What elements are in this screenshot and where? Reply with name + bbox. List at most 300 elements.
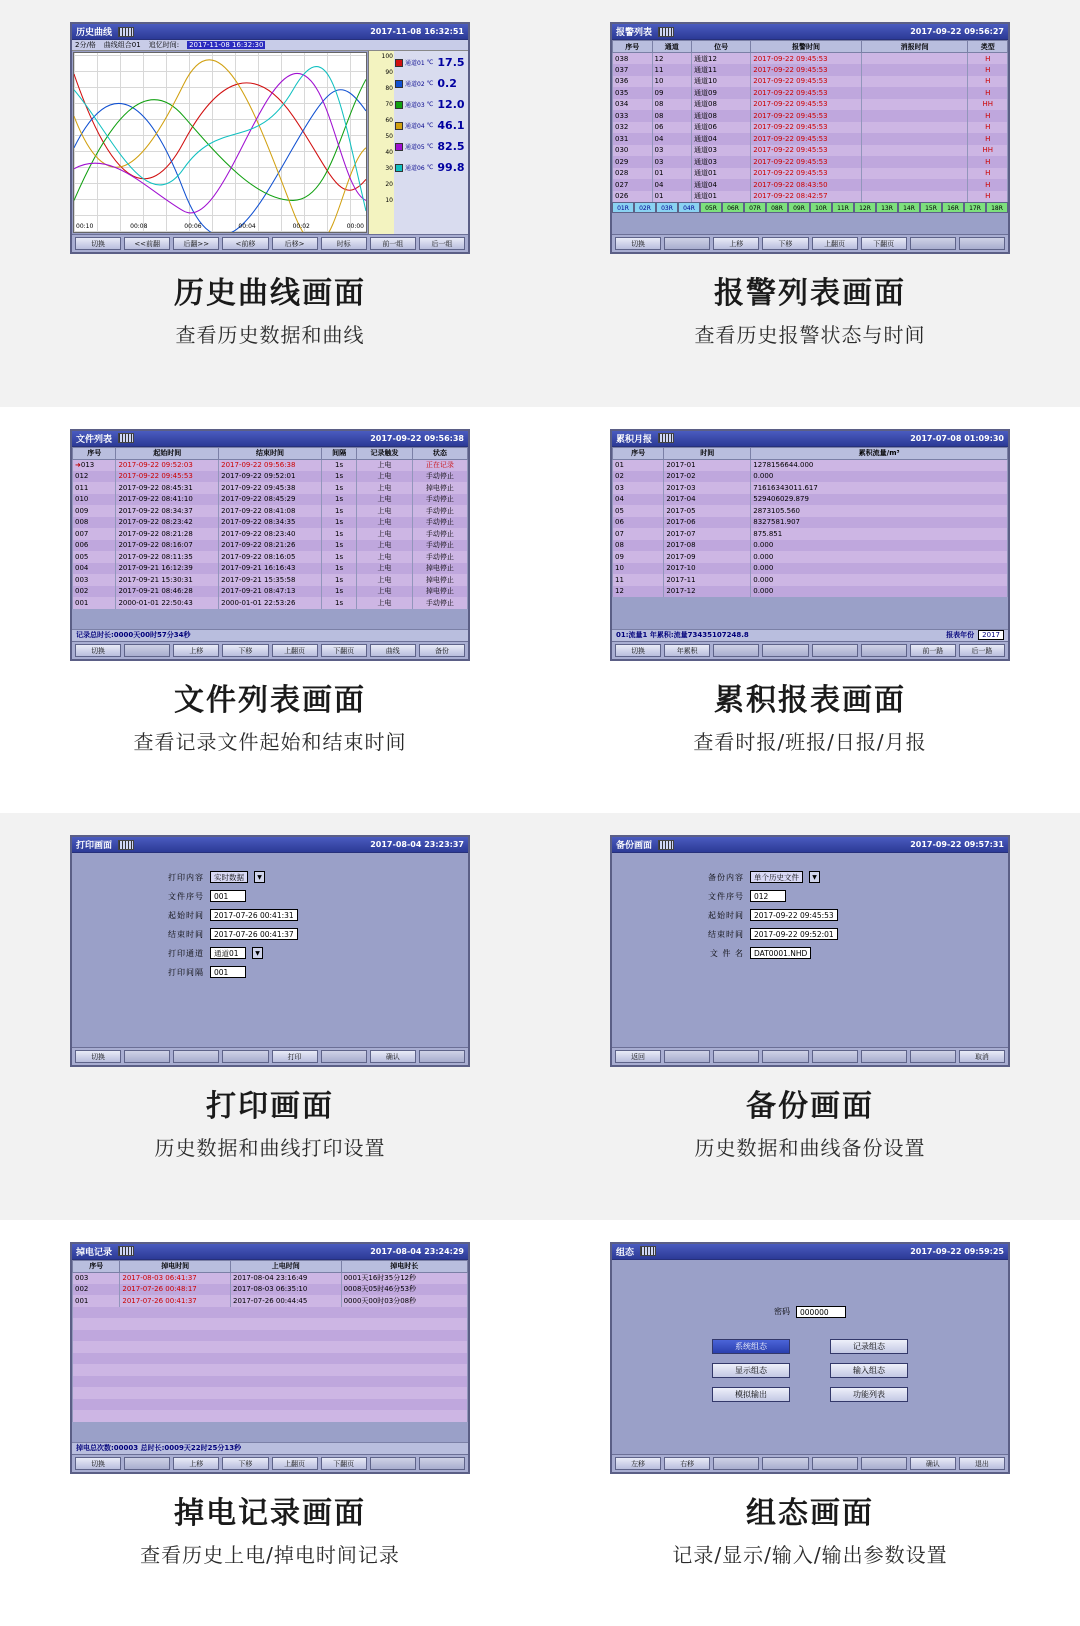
cell-start: 2017-09-22 08:11:35 — [116, 551, 219, 563]
cell-tag: 通道01 — [692, 168, 751, 180]
table-row[interactable] — [613, 133, 1008, 145]
table-row[interactable] — [73, 1295, 468, 1307]
cell-clear-time — [861, 168, 968, 180]
cell-trigger: 上电 — [357, 551, 412, 563]
cell-seq: 12 — [613, 586, 664, 598]
softkey[interactable] — [910, 237, 956, 250]
table-row[interactable] — [73, 471, 468, 483]
cell-period: 2017-03 — [664, 482, 751, 494]
softkey[interactable]: <<前翻 — [124, 237, 170, 250]
chevron-down-icon[interactable]: ▼ — [809, 871, 820, 883]
cell-interval: 1s — [321, 586, 357, 598]
cell-interval: 1s — [321, 540, 357, 552]
col-header: 类型 — [968, 41, 1008, 53]
cell-seq: 005 — [73, 551, 116, 563]
title-bar — [612, 431, 1008, 447]
end-time-value[interactable]: 2017-09-22 09:52:01 — [750, 928, 838, 940]
cell-end: 2017-09-22 09:56:38 — [219, 459, 322, 471]
softkey[interactable]: 曲线 — [370, 644, 416, 657]
cell-start: 2017-09-22 08:23:42 — [116, 517, 219, 529]
cell-total: 71616343011.617 — [751, 482, 1008, 494]
alarm-tag[interactable]: 09R — [788, 202, 810, 213]
softkey[interactable]: 下翻页 — [861, 237, 907, 250]
alarm-tag[interactable]: 17R — [964, 202, 986, 213]
table-row[interactable] — [613, 482, 1008, 494]
table-row[interactable] — [613, 540, 1008, 552]
softkey[interactable] — [419, 1050, 465, 1063]
config-button-display[interactable]: 显示组态 — [712, 1363, 790, 1378]
table-row[interactable] — [613, 64, 1008, 76]
cell-duration: 0001天16时35分12秒 — [341, 1272, 467, 1284]
table-row[interactable] — [73, 1410, 468, 1422]
summary-bar — [72, 1442, 468, 1454]
cell-interval: 1s — [321, 494, 357, 506]
table-row[interactable] — [73, 551, 468, 563]
table-row[interactable] — [613, 528, 1008, 540]
softkey[interactable] — [959, 237, 1005, 250]
cell-channel: 04 — [652, 179, 692, 191]
cell-period: 2017-08 — [664, 540, 751, 552]
softkey[interactable]: 上翻页 — [272, 644, 318, 657]
softkey[interactable] — [124, 644, 170, 657]
y-tick: 60 — [385, 117, 393, 124]
table-row[interactable] — [613, 471, 1008, 483]
table-row[interactable] — [613, 122, 1008, 134]
table-row[interactable] — [73, 517, 468, 529]
softkey[interactable] — [861, 1050, 907, 1063]
softkey[interactable] — [812, 1050, 858, 1063]
cell-start: 2017-09-22 09:52:03 — [116, 459, 219, 471]
cell-type: H — [968, 191, 1008, 203]
cell-status: 手动停止 — [412, 471, 467, 483]
softkey[interactable] — [370, 1457, 416, 1470]
table-row[interactable] — [613, 574, 1008, 586]
cell-type: HH — [968, 145, 1008, 157]
softkey[interactable]: 下移 — [222, 644, 268, 657]
cell-seq: 03 — [613, 482, 664, 494]
softkey[interactable]: 切换 — [615, 237, 661, 250]
softkey[interactable] — [713, 1050, 759, 1063]
table-row[interactable] — [73, 1330, 468, 1342]
curve-group: 曲线组合01 — [103, 41, 141, 49]
softkey[interactable]: 上移 — [173, 644, 219, 657]
softkey[interactable]: 前一路 — [910, 644, 956, 657]
cell-trigger: 上电 — [357, 471, 412, 483]
alarm-tag[interactable]: 07R — [744, 202, 766, 213]
softkey[interactable] — [762, 1457, 808, 1470]
start-time-value[interactable]: 2017-09-22 09:45:53 — [750, 909, 838, 921]
table-row[interactable] — [613, 76, 1008, 88]
print-content-value[interactable]: 实时数据 — [210, 871, 248, 883]
cell-start: 2017-09-21 16:12:39 — [116, 563, 219, 575]
field-label: 结束时间 — [708, 929, 744, 939]
table-row[interactable] — [613, 191, 1008, 203]
button-bar — [72, 1454, 468, 1472]
caption-subtitle: 查看历史报警状态与时间 — [694, 323, 926, 347]
cell-channel: 01 — [652, 191, 692, 203]
cell-interval: 1s — [321, 574, 357, 586]
caption-subtitle: 查看时报/班报/日报/月报 — [693, 729, 927, 754]
cell-interval: 1s — [321, 597, 357, 609]
alarm-tag[interactable]: 12R — [854, 202, 876, 213]
table-row[interactable] — [73, 1284, 468, 1296]
table-row[interactable] — [613, 99, 1008, 111]
softkey[interactable]: 下翻页 — [321, 1457, 367, 1470]
alarm-tag[interactable]: 01R — [612, 202, 634, 213]
cell-trigger: 上电 — [357, 574, 412, 586]
cell-interval: 1s — [321, 471, 357, 483]
table-row[interactable] — [73, 540, 468, 552]
table-row[interactable] — [73, 586, 468, 598]
cell-total: 0.000 — [751, 574, 1008, 586]
cell-type: H — [968, 179, 1008, 191]
softkey[interactable] — [861, 644, 907, 657]
cell-end: 2017-09-22 08:34:35 — [219, 517, 322, 529]
curve-plot[interactable] — [73, 52, 367, 233]
powerdown-summary: 掉电总次数:00003 总时长:0009天22时25分13秒 — [76, 1444, 242, 1452]
form-row — [690, 928, 930, 940]
caption-title: 组态画面 — [746, 1495, 874, 1531]
softkey-left[interactable]: 左移 — [615, 1457, 661, 1470]
cell-status: 手动停止 — [412, 551, 467, 563]
table-row[interactable] — [613, 551, 1008, 563]
channel-value: 46.1 — [437, 119, 465, 132]
screen-title: 报警列表 — [616, 28, 653, 38]
end-time-value[interactable]: 2017-07-26 00:41:37 — [210, 928, 298, 940]
cell-status: 手动停止 — [412, 528, 467, 540]
softkey[interactable] — [713, 1457, 759, 1470]
cell-seq: 003 — [73, 574, 116, 586]
softkey[interactable]: 下移 — [222, 1457, 268, 1470]
channel-name: 通道02 — [405, 81, 425, 88]
softkey[interactable]: 后一组 — [419, 237, 465, 250]
cell-seq: 010 — [73, 494, 116, 506]
softkey[interactable] — [222, 1050, 268, 1063]
screen-content — [612, 1260, 1008, 1454]
form-row — [150, 890, 390, 902]
y-tick: 90 — [385, 69, 393, 76]
softkey[interactable]: 后一路 — [959, 644, 1005, 657]
table-row[interactable] — [73, 574, 468, 586]
cell-status: 掉电停止 — [412, 586, 467, 598]
softkey[interactable] — [124, 1457, 170, 1470]
table-row[interactable] — [73, 1376, 468, 1388]
channel-readout[interactable] — [395, 115, 468, 136]
softkey[interactable] — [812, 644, 858, 657]
screen-title: 掉电记录 — [76, 1247, 113, 1258]
channel-readout[interactable] — [395, 73, 468, 94]
alarm-tag[interactable]: 16R — [942, 202, 964, 213]
cell-seq: 05 — [613, 505, 664, 517]
softkey[interactable] — [910, 1050, 956, 1063]
cell-seq: 06 — [613, 517, 664, 529]
report-year-value[interactable]: 2017 — [978, 630, 1004, 640]
alarm-table — [612, 40, 1008, 202]
screen-content — [72, 853, 468, 1047]
table-row[interactable] — [613, 145, 1008, 157]
cell-total: 1278156644.000 — [751, 459, 1008, 471]
cell-end: 2017-09-22 09:52:01 — [219, 471, 322, 483]
cell-seq: 032 — [613, 122, 653, 134]
cell-end: 2000-01-01 22:53:26 — [219, 597, 322, 609]
table-row[interactable] — [613, 505, 1008, 517]
title-bar — [612, 1244, 1008, 1260]
cell-seq: 10 — [613, 563, 664, 575]
softkey[interactable]: 上移 — [173, 1457, 219, 1470]
screen-title: 打印画面 — [76, 841, 113, 851]
clock: 2017-09-22 09:57:31 — [910, 840, 1004, 849]
softkey[interactable]: 上翻页 — [272, 1457, 318, 1470]
alarm-tag[interactable]: 02R — [634, 202, 656, 213]
table-row[interactable] — [613, 156, 1008, 168]
softkey[interactable]: 年累积 — [664, 644, 710, 657]
config-button-input[interactable]: 输入组态 — [830, 1363, 908, 1378]
config-button-function-list[interactable]: 功能列表 — [830, 1387, 908, 1402]
field-label: 文件序号 — [168, 891, 204, 901]
alarm-tag[interactable]: 10R — [810, 202, 832, 213]
softkey-confirm[interactable]: 确认 — [370, 1050, 416, 1063]
panel-cumulative-report — [540, 407, 1080, 814]
cell-clear-time — [861, 87, 968, 99]
cell-seq: 036 — [613, 76, 653, 88]
cell-power-off: 2017-07-26 00:41:37 — [120, 1295, 231, 1307]
cell-status: 手动停止 — [412, 517, 467, 529]
alarm-tag[interactable]: 03R — [656, 202, 678, 213]
cell-seq: 033 — [613, 110, 653, 122]
config-button-system[interactable]: 系统组态 — [712, 1339, 790, 1354]
cell-seq: 028 — [613, 168, 653, 180]
table-row[interactable] — [613, 110, 1008, 122]
table-row[interactable] — [73, 494, 468, 506]
channel-unit: ℃ — [426, 164, 434, 171]
alarm-tag[interactable]: 05R — [700, 202, 722, 213]
table-row[interactable] — [613, 168, 1008, 180]
cell-period: 2017-05 — [664, 505, 751, 517]
softkey-exit[interactable]: 退出 — [959, 1457, 1005, 1470]
softkey-right[interactable]: 右移 — [664, 1457, 710, 1470]
alarm-tag[interactable]: 08R — [766, 202, 788, 213]
cell-type: H — [968, 168, 1008, 180]
cell-seq: 030 — [613, 145, 653, 157]
cell-channel: 12 — [652, 53, 692, 65]
button-bar — [72, 234, 468, 252]
print-channel-value[interactable]: 通道01 — [210, 947, 246, 959]
screen-title: 文件列表 — [76, 434, 113, 445]
y-tick: 40 — [385, 149, 393, 156]
cell-seq: 011 — [73, 482, 116, 494]
col-header: 序号 — [73, 1260, 120, 1272]
channel-readout[interactable] — [395, 94, 468, 115]
cell-interval: 1s — [321, 459, 357, 471]
cell-tag: 通道11 — [692, 64, 751, 76]
table-row[interactable] — [73, 1318, 468, 1330]
title-bar — [72, 24, 468, 40]
x-tick: 00:08 — [130, 223, 148, 230]
logo-icon — [658, 27, 674, 37]
softkey[interactable]: 后翻>> — [173, 237, 219, 250]
cell-seq: 037 — [613, 64, 653, 76]
clock: 2017-09-22 09:56:27 — [910, 27, 1004, 36]
screen-title: 历史曲线 — [76, 28, 113, 38]
softkey[interactable] — [664, 237, 710, 250]
alarm-tag-row — [612, 202, 1008, 213]
alarm-tag[interactable]: 11R — [832, 202, 854, 213]
softkey[interactable]: 前一组 — [370, 237, 416, 250]
softkey[interactable]: 切换 — [75, 1050, 121, 1063]
table-row[interactable] — [73, 1353, 468, 1365]
cell-seq: 029 — [613, 156, 653, 168]
softkey-print[interactable]: 打印 — [272, 1050, 318, 1063]
cell-start: 2017-09-21 15:30:31 — [116, 574, 219, 586]
softkey[interactable]: 切换 — [75, 1457, 121, 1470]
device-screen — [70, 835, 470, 1067]
channel-readout[interactable] — [395, 157, 468, 178]
password-row — [774, 1306, 846, 1318]
cell-alarm-time: 2017-09-22 09:45:53 — [751, 145, 862, 157]
cell-duration: 0008天05时46分53秒 — [341, 1284, 467, 1296]
chevron-down-icon[interactable]: ▼ — [254, 871, 265, 883]
chevron-down-icon[interactable]: ▼ — [252, 947, 263, 959]
caption-title: 掉电记录画面 — [174, 1495, 366, 1531]
table-row[interactable] — [613, 53, 1008, 65]
table-row[interactable] — [613, 586, 1008, 598]
col-header: 序号 — [613, 447, 664, 459]
alarm-tag[interactable]: 18R — [986, 202, 1008, 213]
softkey[interactable] — [664, 1050, 710, 1063]
file-index-value[interactable]: 001 — [210, 890, 246, 902]
col-header: 状态 — [412, 447, 467, 459]
alarm-tag[interactable]: 14R — [898, 202, 920, 213]
softkey[interactable]: <前移 — [222, 237, 268, 250]
table-row[interactable] — [613, 87, 1008, 99]
table-row[interactable] — [73, 505, 468, 517]
table-row[interactable] — [73, 563, 468, 575]
table-row[interactable] — [73, 459, 468, 471]
cell-tag: 通道04 — [692, 133, 751, 145]
cell-power-on: 2017-07-26 00:44:45 — [230, 1295, 341, 1307]
softkey-cancel[interactable]: 取消 — [959, 1050, 1005, 1063]
softkey[interactable] — [173, 1050, 219, 1063]
softkey[interactable] — [419, 1457, 465, 1470]
softkey[interactable] — [124, 1050, 170, 1063]
alarm-tag[interactable]: 15R — [920, 202, 942, 213]
channel-unit: ℃ — [426, 122, 434, 129]
softkey[interactable]: 下翻页 — [321, 644, 367, 657]
backup-content-value[interactable]: 单个历史文件 — [750, 871, 803, 883]
screen-content — [72, 1260, 468, 1454]
channel-color-chip — [395, 80, 403, 88]
channel-readout[interactable] — [395, 52, 468, 73]
softkey[interactable] — [762, 644, 808, 657]
table-row[interactable] — [73, 1341, 468, 1353]
softkey[interactable] — [713, 644, 759, 657]
table-row[interactable] — [613, 563, 1008, 575]
cell-status: 掉电停止 — [412, 563, 467, 575]
x-tick: 00:06 — [184, 223, 202, 230]
softkey[interactable] — [321, 1050, 367, 1063]
cell-seq: 035 — [613, 87, 653, 99]
softkey[interactable]: 切换 — [615, 644, 661, 657]
table-row[interactable] — [613, 494, 1008, 506]
recall-value[interactable]: 2017-11-08 16:32:30 — [189, 41, 264, 49]
softkey[interactable]: 备份 — [419, 644, 465, 657]
softkey[interactable]: 切换 — [75, 237, 121, 250]
cell-period: 2017-11 — [664, 574, 751, 586]
print-interval-value[interactable]: 001 — [210, 966, 246, 978]
cell-seq: 031 — [613, 133, 653, 145]
config-button-analog-output[interactable]: 模拟输出 — [712, 1387, 790, 1402]
softkey-confirm[interactable]: 确认 — [910, 1457, 956, 1470]
powerdown-table — [72, 1260, 468, 1422]
softkey-back[interactable]: 返回 — [615, 1050, 661, 1063]
table-row[interactable] — [73, 1364, 468, 1376]
softkey[interactable] — [762, 1050, 808, 1063]
clock: 2017-11-08 16:32:51 — [370, 27, 464, 36]
softkey[interactable]: 下移 — [762, 237, 808, 250]
alarm-tag[interactable]: 06R — [722, 202, 744, 213]
y-tick: 10 — [385, 197, 393, 204]
table-row[interactable] — [73, 1387, 468, 1399]
cell-alarm-time: 2017-09-22 09:45:53 — [751, 76, 862, 88]
panel-backup — [540, 813, 1080, 1220]
alarm-tag[interactable]: 04R — [678, 202, 700, 213]
softkey[interactable]: 时标 — [321, 237, 367, 250]
softkey[interactable] — [861, 1457, 907, 1470]
softkey[interactable]: 上移 — [713, 237, 759, 250]
softkey[interactable]: 切换 — [75, 644, 121, 657]
table-row[interactable] — [613, 459, 1008, 471]
softkey[interactable]: 后移> — [272, 237, 318, 250]
password-input[interactable]: 000000 — [796, 1306, 846, 1318]
device-screen — [70, 22, 470, 254]
cell-end: 2017-09-22 08:41:08 — [219, 505, 322, 517]
cell-end: 2017-09-21 08:47:13 — [219, 586, 322, 598]
file-index-value[interactable]: 012 — [750, 890, 786, 902]
config-button-record[interactable]: 记录组态 — [830, 1339, 908, 1354]
cell-start: 2017-09-22 08:16:07 — [116, 540, 219, 552]
softkey[interactable] — [812, 1457, 858, 1470]
screen-content — [612, 40, 1008, 234]
table-row[interactable] — [613, 179, 1008, 191]
device-screen — [70, 429, 470, 661]
alarm-tag[interactable]: 13R — [876, 202, 898, 213]
table-row[interactable] — [73, 1307, 468, 1319]
table-row[interactable] — [613, 517, 1008, 529]
cell-interval: 1s — [321, 551, 357, 563]
file-name-value[interactable]: DAT0001.NHD — [750, 947, 811, 959]
table-row[interactable] — [73, 528, 468, 540]
cell-total: 0.000 — [751, 551, 1008, 563]
config-menu — [612, 1260, 1008, 1454]
cell-seq: 012 — [73, 471, 116, 483]
cell-seq: 08 — [613, 540, 664, 552]
screen-content — [72, 447, 468, 641]
table-row[interactable] — [73, 597, 468, 609]
channel-readout[interactable] — [395, 136, 468, 157]
cell-channel: 06 — [652, 122, 692, 134]
field-label: 打印间隔 — [168, 967, 204, 977]
cell-status: 手动停止 — [412, 540, 467, 552]
cell-type: H — [968, 110, 1008, 122]
cell-seq: 034 — [613, 99, 653, 111]
softkey[interactable]: 上翻页 — [812, 237, 858, 250]
table-row[interactable] — [73, 1399, 468, 1411]
button-bar — [72, 641, 468, 659]
start-time-value[interactable]: 2017-07-26 00:41:31 — [210, 909, 298, 921]
form-row — [150, 928, 390, 940]
table-row[interactable] — [73, 1272, 468, 1284]
table-row[interactable] — [73, 482, 468, 494]
